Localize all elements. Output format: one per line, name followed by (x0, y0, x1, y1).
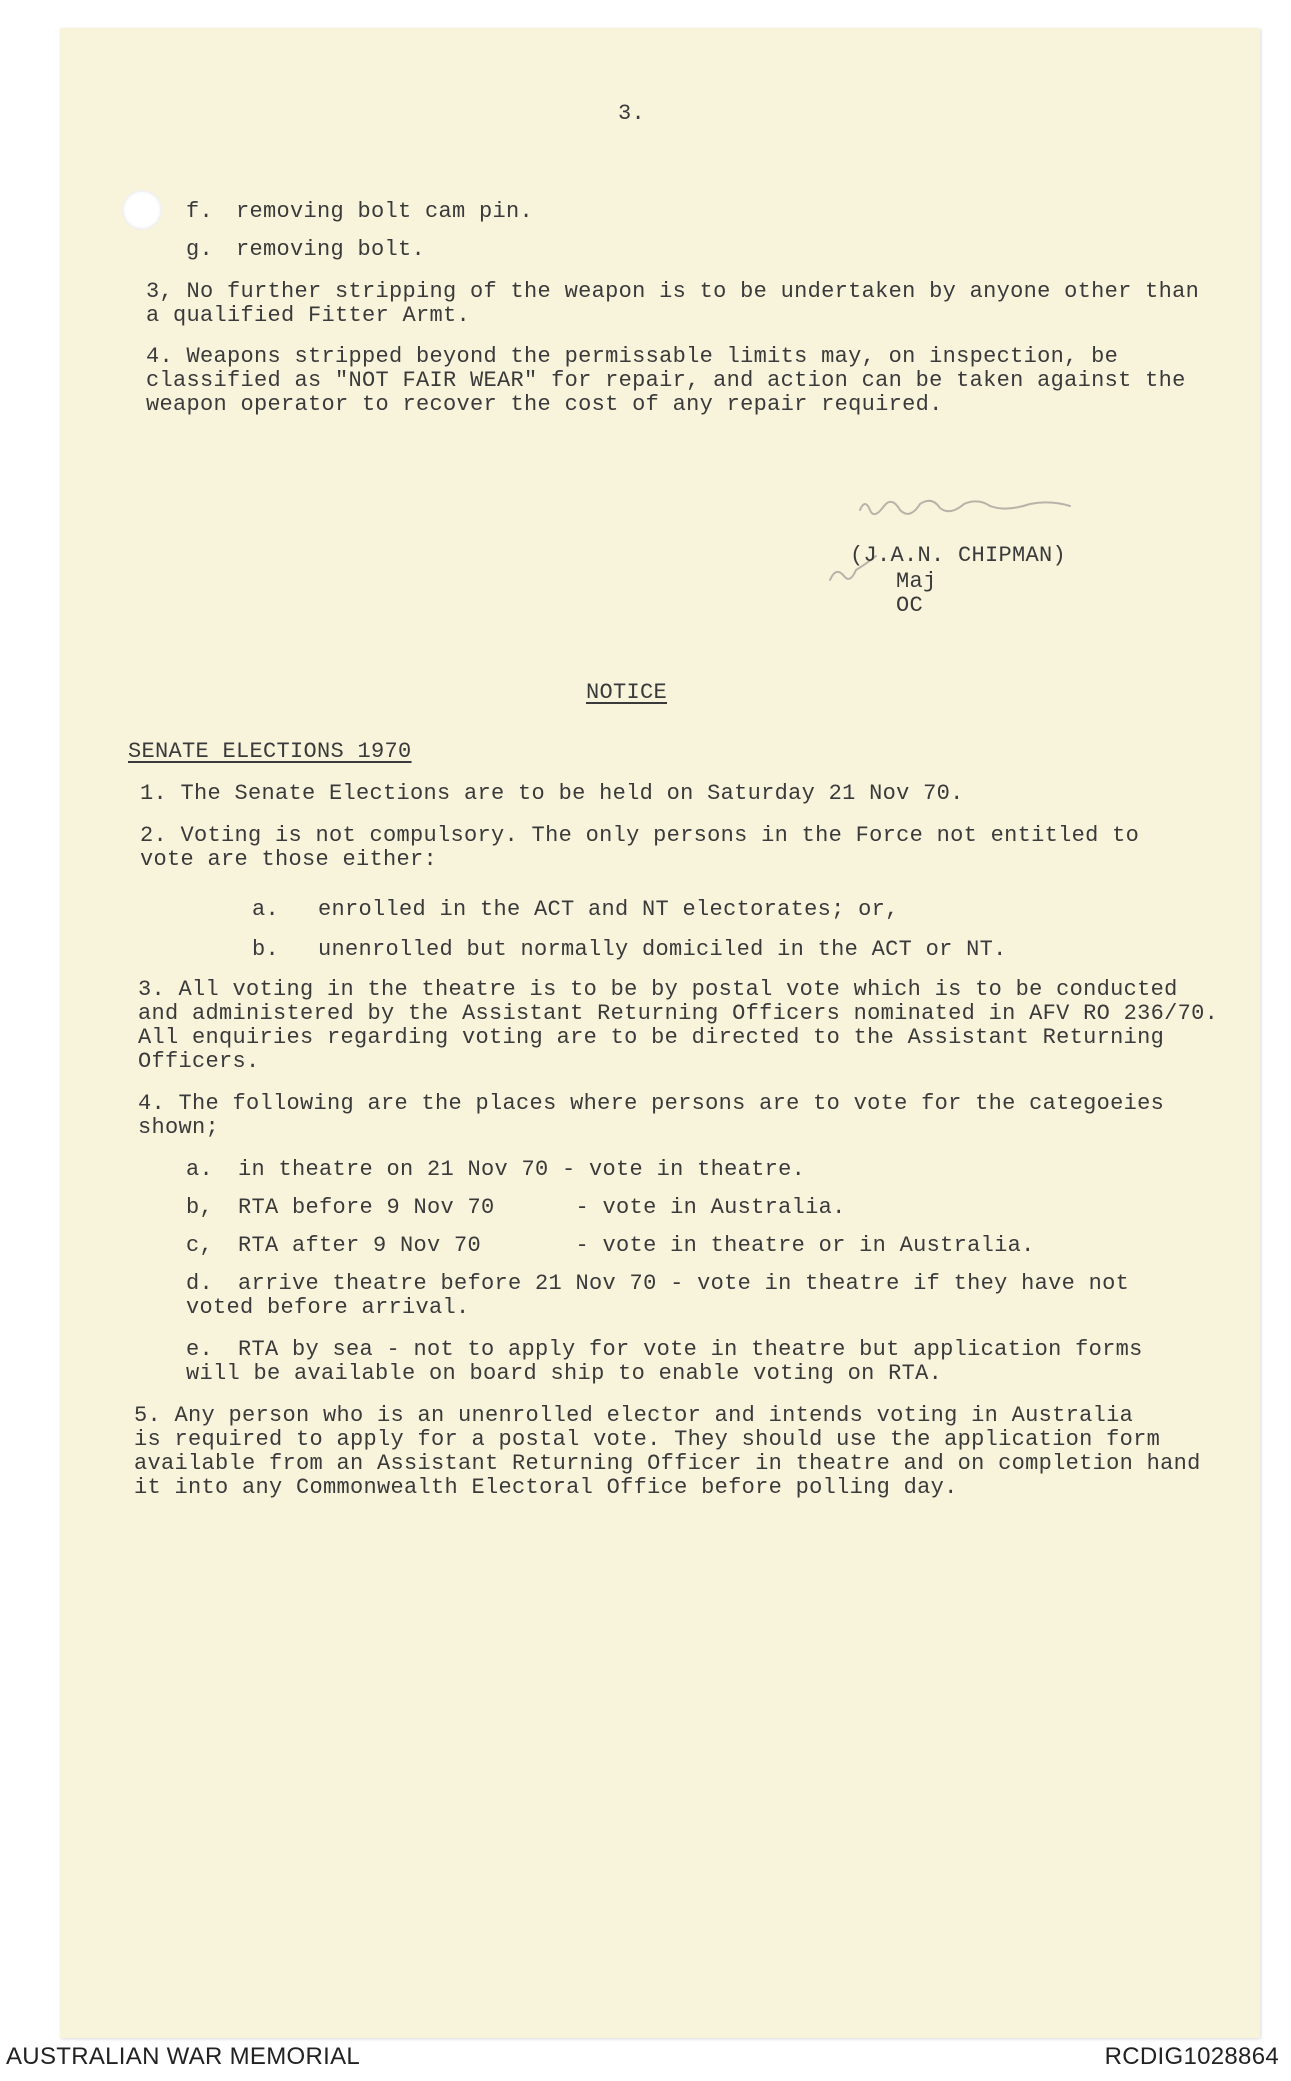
para-4-item-b-label: b, (186, 1195, 214, 1220)
para-4-item-e-text: RTA by sea - not to apply for vote in theatre but application forms (238, 1337, 1143, 1362)
para-4-item-b-text: RTA before 9 Nov 70 - vote in Australia. (238, 1195, 846, 1220)
para-4-line-2: classified as "NOT FAIR WEAR" for repair, and action can be taken against the (146, 368, 1186, 393)
item-f-label: f. (186, 199, 214, 224)
item-g-label: g. (186, 237, 214, 262)
notice-para-3-line-2: and administered by the Assistant Returning Officers nominated in AFV RO 236/70. (138, 1001, 1219, 1026)
notice-para-5-line-4: it into any Commonwealth Electoral Office before polling day. (134, 1475, 958, 1500)
para-3-line-1: 3, No further stripping of the weapon is to be undertaken by anyone other than (146, 279, 1200, 304)
para-4-item-c-text: RTA after 9 Nov 70 - vote in theatre or in Australia. (238, 1233, 1035, 1258)
footer-source: AUSTRALIAN WAR MEMORIAL (6, 2043, 361, 2070)
para-4-item-a-text: in theatre on 21 Nov 70 - vote in theatre. (238, 1157, 806, 1182)
punch-hole (122, 190, 162, 230)
item-f-text: removing bolt cam pin. (236, 199, 534, 224)
notice-para-2-line-2: vote are those either: (140, 847, 438, 872)
notice-para-3-line-4: Officers. (138, 1049, 260, 1074)
para-3-line-2: a qualified Fitter Armt. (146, 303, 471, 328)
notice-para-1: 1. The Senate Elections are to be held on Saturday 21 Nov 70. (140, 781, 964, 806)
notice-heading: NOTICE (586, 680, 668, 705)
para-2-item-b-label: b. (252, 937, 280, 962)
handwritten-signature (820, 480, 1170, 600)
para-4-line-1: 4. Weapons stripped beyond the permissable limits may, on inspection, be (146, 344, 1119, 369)
notice-para-3-line-1: 3. All voting in the theatre is to be by postal vote which is to be conducted (138, 977, 1178, 1002)
signature-name: (J.A.N. CHIPMAN) (850, 543, 1067, 568)
para-4-item-e-label: e. (186, 1337, 214, 1362)
para-2-item-a-label: a. (252, 897, 280, 922)
signature-appointment: OC (896, 593, 924, 618)
para-2-item-b-text: unenrolled but normally domiciled in the ACT or NT. (318, 937, 1007, 962)
footer-record-id: RCDIG1028864 (1104, 2043, 1279, 2070)
para-4-item-d-label: d. (186, 1271, 214, 1296)
notice-para-5-line-2: is required to apply for a postal vote. They should use the application form (134, 1427, 1161, 1452)
para-4-item-d-cont: voted before arrival. (186, 1295, 470, 1320)
page-number: 3. (618, 101, 646, 126)
signature-rank: Maj (896, 569, 937, 594)
notice-para-2-line-1: 2. Voting is not compulsory. The only persons in the Force not entitled to (140, 823, 1140, 848)
notice-para-3-line-3: All enquiries regarding voting are to be directed to the Assistant Returning (138, 1025, 1165, 1050)
notice-para-5-line-3: available from an Assistant Returning Officer in theatre and on completion hand (134, 1451, 1201, 1476)
para-4-item-a-label: a. (186, 1157, 214, 1182)
para-4-line-3: weapon operator to recover the cost of any repair required. (146, 392, 943, 417)
notice-para-4-line-1: 4. The following are the places where persons are to vote for the categoeies (138, 1091, 1165, 1116)
para-4-item-d-text: arrive theatre before 21 Nov 70 - vote in theatre if they have not (238, 1271, 1130, 1296)
section-heading: SENATE ELECTIONS 1970 (128, 739, 412, 764)
para-2-item-a-text: enrolled in the ACT and NT electorates; or, (318, 897, 899, 922)
para-4-item-c-label: c, (186, 1233, 214, 1258)
notice-para-5-line-1: 5. Any person who is an unenrolled elector and intends voting in Australia (134, 1403, 1134, 1428)
para-4-item-e-cont: will be available on board ship to enable voting on RTA. (186, 1361, 943, 1386)
notice-para-4-line-2: shown; (138, 1115, 220, 1140)
item-g-text: removing bolt. (236, 237, 426, 262)
